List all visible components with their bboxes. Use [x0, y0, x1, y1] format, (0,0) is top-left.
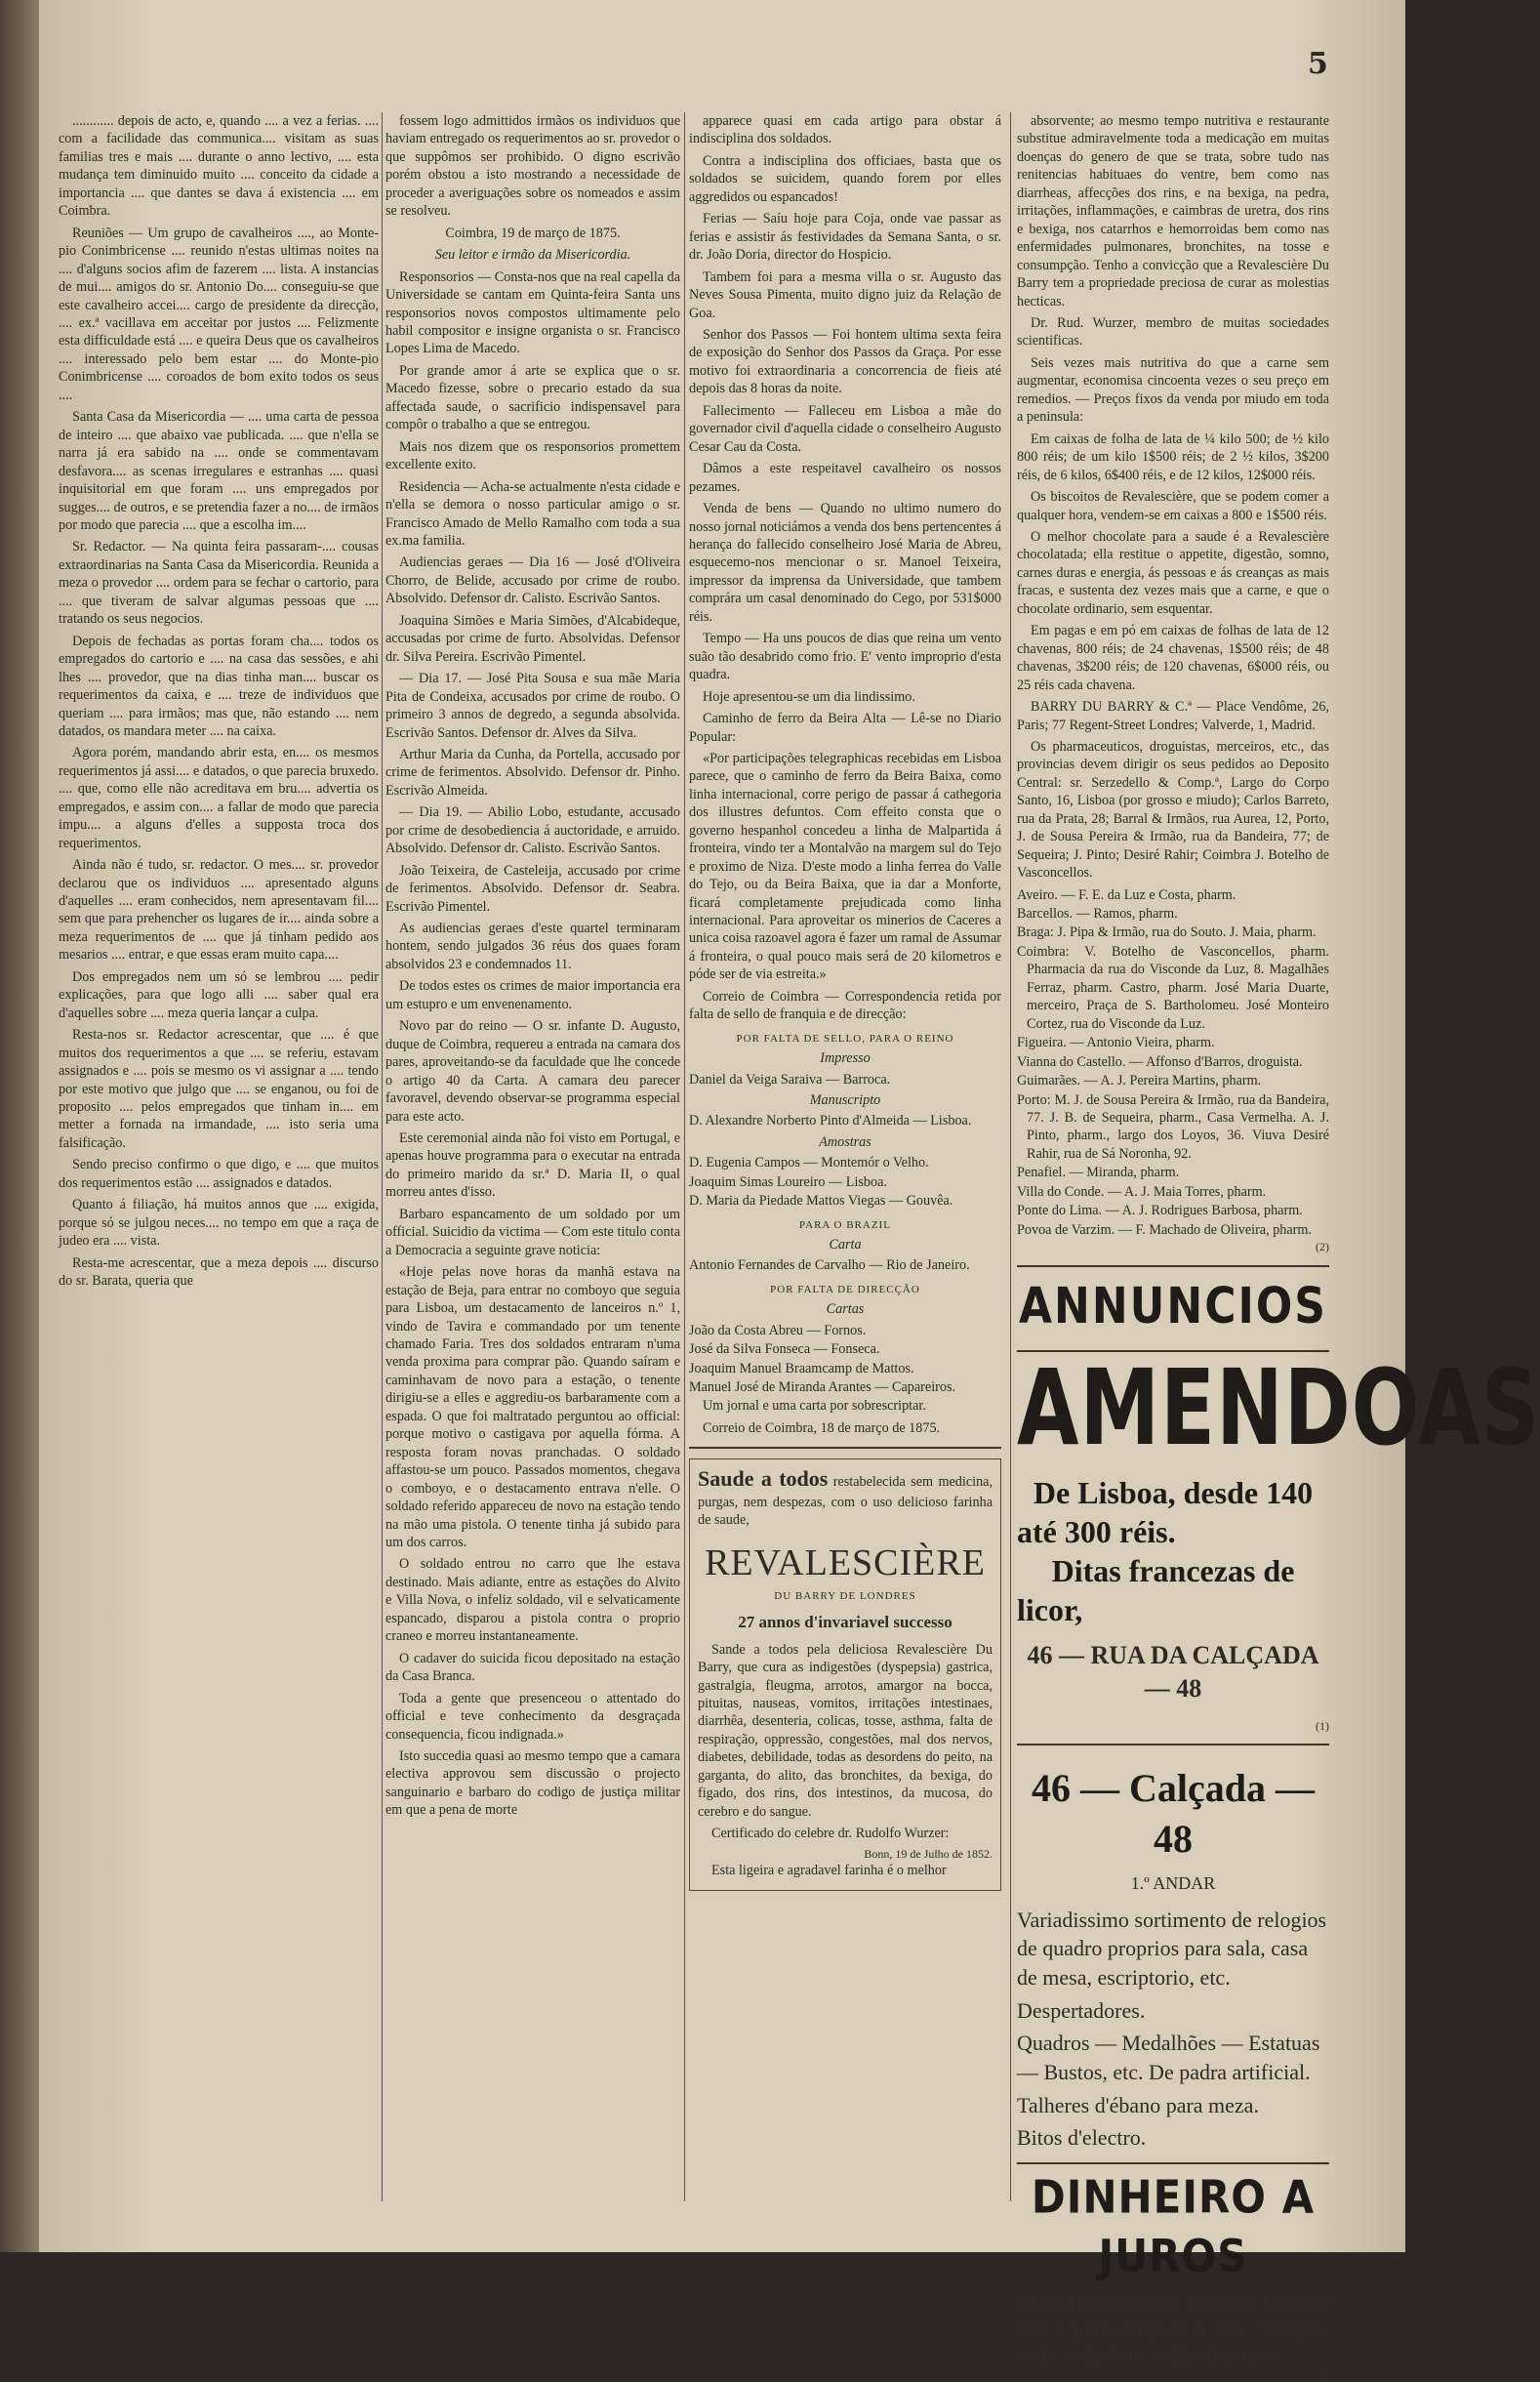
col2-paragraph: Joaquina Simões e Maria Simões, d'Alcabideque, accusadas por crime de furto. Absolvidas. Defensor dr. Silva Pereira. Escrivão Pimentel. — [385, 612, 680, 665]
col1-paragraph: Resta-nos sr. Redactor acrescentar, que .... é que muitos dos requerimentos a que .... se referiu, estavam assignados e .... pois se mesmo os vi assignar a .... tendo por este motivo que julgo que .... se enganou, ou foi de proposito .... pelos empregados que tinham in.... em metter a fornada na irmandade, .... isto seria uma falsificação. — [59, 1027, 379, 1151]
barry-address: BARRY DU BARRY & C.ª — Place Vendôme, 26, Paris; 77 Regent-Street Londres; Valverde, 1, Madrid. — [1017, 699, 1329, 733]
mail-entry: D. Alexandre Norberto Pinto d'Almeida — Lisboa. — [689, 1113, 972, 1129]
col1-paragraph: Ainda não é tudo, sr. redactor. O mes.... sr. provedor declarou que os individuos .... apresentado alguns d'aquelles .... eram conhecidos, nem apresentavam fil.... sem que para prehencher os lugares de ir.... ainda sobre a meza requerimentos de .... que já tinham pedido aos mesarios .... entrar, e que essas eram muito capa.... — [59, 857, 379, 964]
depot-entry: Porto: M. J. de Sousa Pereira & Irmão, rua da Bandeira, 77. J. B. de Sequeira, pharm., Casa Vermelha. A. J. Pinto, pharm., largo dos Loyos, 36. Viuva Desiré Rahir, rua de Sá Noronha, 92. — [1017, 1091, 1329, 1162]
col4-paragraph: Os biscoitos de Revalescière, que se podem comer a qualquer hora, vendem-se em caixas a 800 e 1$500 réis. — [1017, 489, 1329, 523]
mail-group-label: Amostras — [819, 1133, 871, 1150]
depot-entry: Aveiro. — F. E. da Luz e Costa, pharm. — [1017, 886, 1236, 903]
col3-paragraph: Senhor dos Passos — Foi hontem ultima sexta feira de exposição do Senhor dos Passos da Graça. Por esse motivo foi extraordinaria a concorrencia de fieis até depois das 8 horas da noite. — [689, 326, 1001, 397]
calcada-item: Despertadores. — [1017, 1997, 1146, 2023]
mail-group-label: Impresso — [820, 1050, 871, 1067]
col4-paragraph: absorvente; ao mesmo tempo nutritiva e restaurante substitue admiravelmente toda a medicação em muitas doenças do genero de que se trata, sobre tudo nas renitencias habituaes do ventre, bem como nas diarrheas, affecções dos rins, e na bexiga, na pedra, irritações, inflammações, e caimbras de uretra, dos rins e bexiga, nos catarrhos e hemorroidas bem como nas enfermidades pulmonares, bronchites, na tosse e consumpção. Tenho a convicção que a Revalescière Du Barry tem a propriedade preciosa de curar as molestias hecticas. — [1017, 113, 1329, 309]
col2-paragraph: Isto succedia quasi ao mesmo tempo que a camara electiva approvou sem discussão o projecto sanguinario e barbaro do codigo de justiça militar em que a pena de morte — [385, 1747, 680, 1819]
calcada-title: 46 — Calçada — 48 — [1032, 1766, 1315, 1862]
mail-list — [689, 1032, 1001, 1397]
col3-paragraph: Ferias — Saíu hoje para Coja, onde vae passar as ferias e assistir ás festividades da Semana Santa, o sr. dr. João Doria, director do Hospicio. — [689, 211, 1001, 264]
mail-entry: Joaquim Simas Loureiro — Lisboa. — [689, 1173, 887, 1190]
col2-dateline: Coimbra, 19 de março de 1875. — [445, 225, 621, 241]
col2-paragraph: Toda a gente que presenceou o attentado do official e teve conhecimento da desgraçada consequencia, ficou indignada.» — [385, 1690, 680, 1743]
col2-paragraph: De todos estes os crimes de maior importancia era um estupro e um envenenamento. — [385, 978, 680, 1012]
depot-entry: Barcellos. — Ramos, pharm. — [1017, 906, 1178, 923]
mail-entry: José da Silva Fonseca — Fonseca. — [689, 1341, 880, 1358]
amendoas-line-4: licor, — [1017, 1591, 1083, 1627]
mail-entry: Joaquim Manuel Braamcamp de Mattos. — [689, 1360, 914, 1376]
col3-paragraph: Hoje apresentou-se um dia lindissimo. — [703, 688, 915, 705]
col1-paragraph: ............ depois de acto, e, quando .... a vez a ferias. .... com a facilidade das communica.... visitam as suas familias tres e mais .... durante o anno lectivo, .... esta mudança tem diminuido muito .... conceito da cidade a importancia .... que dantes se dava á existencia .... em Coimbra. — [59, 113, 379, 220]
juros-mark: (2) — [1316, 2366, 1329, 2381]
mail-entry: Manuel José de Miranda Arantes — Capareiros. — [689, 1378, 956, 1395]
col2-signature: Seu leitor e irmão da Misericordia. — [434, 247, 631, 264]
revalesciere-tail: Esta ligeira e agradavel farinha é o melhor — [711, 1863, 947, 1879]
annuncios-heading: ANNUNCIOS — [1018, 1277, 1327, 1335]
col2-intro: fossem logo admittidos irmãos os individuos que haviam entregado os requerimentos ao sr. provedor o que suppômos ser prohibido. O digno escrivão porém obstou a isto mostrando a necessidade de proceder a averiguações sobre os nomeados e assim se resolveu. — [385, 113, 680, 220]
col2-paragraph: Arthur Maria da Cunha, da Portella, accusado por crime de ferimentos. Absolvido. Defensor dr. Pinho. Escrivão Almeida. — [385, 746, 680, 799]
col3-paragraph: Caminho de ferro da Beira Alta — Lê-se no Diario Popular: — [689, 711, 1001, 745]
col4-paragraph: Em caixas de folha de lata de ¼ kilo 500; de ½ kilo 800 réis; de um kilo 1$500 réis; de 2 ½ kilos, 3$200 réis, de 6 kilos, 6$400 réis, e de 12 kilos, 12$000 réis. — [1017, 431, 1329, 483]
revalesciere-certificate: Certificado do celebre dr. Rudolfo Wurzer: — [711, 1826, 950, 1842]
saude-heading-rest: restabelecida sem medicina, purgas, nem despezas, com o uso delicioso farinha de saude, — [698, 1474, 993, 1529]
divider — [1017, 1265, 1329, 1267]
col1-paragraph: Depois de fechadas as portas foram cha.... todos os empregados do cartorio e .... na casa das sessões, e ahi lhes .... provedor, que na dias tinha man.... buscar os requerimentos da caixa, e .... treze de individuos que queriam .... para irmãos; mas que, não estando .... nem datados, os mandara meter .... na caixa. — [59, 633, 379, 739]
col2-paragraph: «Hoje pelas nove horas da manhã estava na estação de Beja, para entrar no comboyo que seguia para Lisboa, um destacamento de lanceiros n.º 1, vindo de Tavira e commandado por um tenente chamado Faria. Tres dos soldados entraram n'uma venda proxima para comprar pão. Quando saíram e caminhavam de novo para a estação, o tenente dirigiu-se a elles e aggrediu-os barbaramente com a espada. O que foi maltratado perguntou ao official: porque motivo o castigava por aquella fórma. A resposta foram novas pranchadas. O soldado affastou-se um pouco. Passados momentos, chegava o comboyo, e o destacamento entrava n'elle. O soldado referido appareceu de novo na estação tendo na mão uma pistola. O tenente tinha já subido para um dos carros. — [385, 1264, 680, 1550]
revalesciere-years: 27 annos d'invariavel successo — [738, 1612, 952, 1631]
col3-paragraph: Tambem foi para a mesma villa o sr. Augusto das Neves Sousa Pimenta, muito digno juiz da Relação de Goa. — [689, 268, 1001, 321]
revalesciere-subtitle: DU BARRY DE LONDRES — [774, 1590, 916, 1603]
depots-mark: (2) — [1316, 1240, 1329, 1254]
divider — [1017, 2162, 1329, 2164]
previous-page-edge — [0, 0, 41, 2252]
depot-entry: Coimbra: V. Botelho de Vasconcellos, pharm. Pharmacia da rua do Visconde da Luz, 8. Magalhães Ferraz, pharm. Castro, pharm. José Maria Duarte, merceiro, Praça de S. Bartholomeu. José Monteiro Cortez, rua do Visconde da Luz. — [1017, 943, 1329, 1032]
depots-intro: Os pharmaceuticos, droguistas, merceiros, etc., das provincias devem dirigir os seus pedidos ao Deposito Central: sr. Serzedello & Comp.ª, Largo do Corpo Santo, 16, Lisboa (por grosso e miudo); Carlos Barreto, rua da Prata, 28; Barral & Irmãos, rua Aurea, 12, Porto, J. de Sousa Pereira & Irmão, rua da Bandeira, 77; de Sequeira; J. Pinto; Desiré Rahir; Coimbra J. Botelho de Vasconcellos. — [1017, 738, 1329, 882]
calcada-item: Bitos d'electro. — [1017, 2125, 1147, 2151]
mail-group-label: Cartas — [826, 1301, 865, 1318]
depot-list — [1017, 886, 1329, 1240]
amendoas-line-2: até 300 réis. — [1017, 1513, 1176, 1549]
col2-paragraph: As audiencias geraes d'este quartel terminaram hontem, sendo julgados 36 réus dos quaes foram absolvidos 23 e condemnados 11. — [385, 921, 680, 972]
col3-paragraph: Fallecimento — Falleceu em Lisboa a mãe do governador civil d'aquella cidade o conselheiro Augusto Cesar Cau da Costa. — [689, 402, 1001, 455]
col2-paragraph: — Dia 17. — José Pita Sousa e sua mãe Maria Pita de Condeixa, accusados por crime de roubo. O primeiro 3 annos de degredo, a segunda absolvida. Escrivão Santos. Defensor dr. Alves da Silva. — [385, 671, 680, 741]
col3-intro-2: Contra a indisciplina dos officiaes, basta que os soldados se suicidem, quando forem por elles aggredidos ou espancados! — [689, 152, 1001, 205]
column-4 — [1017, 112, 1540, 2381]
newspaper-page — [39, 0, 1540, 2381]
col3-paragraph: Tempo — Ha uns poucos de dias que reina um vento suão tão desabrido como frio. E' vento improprio d'esta quadra. — [689, 631, 1001, 683]
amendoas-line-3: Ditas francezas de — [1051, 1552, 1295, 1588]
mail-section-heading: POR FALTA DE SELLO, PARA O REINO — [736, 1032, 954, 1045]
col1-paragraph: Resta-me acrescentar, que a meza depois .... discurso do sr. Barata, queria que — [59, 1254, 379, 1290]
col1-paragraph: Dos empregados nem um só se lembrou .... pedir explicações, para que logo alli .... saber qual era d'aquelles sobre .... meza queria lançar a culpa. — [59, 968, 379, 1021]
column-1 — [59, 112, 379, 2221]
col2-paragraph: — Dia 19. — Abilio Lobo, estudante, accusado por crime de desobediencia á auctoridade, e arruido. Absolvido. Defensor dr. Calisto. Escrivão Santos. — [385, 804, 680, 857]
amendoas-line-1: De Lisboa, desde 140 — [1033, 1474, 1314, 1510]
col2-paragraph: Residencia — Acha-se actualmente n'esta cidade e n'ella se demora o nosso particular amigo o sr. Francisco Amado de Mello Ramalho com toda a sua ex.ma familia. — [385, 478, 680, 549]
column-2 — [385, 112, 680, 2221]
amendoas-mark: (1) — [1316, 1718, 1329, 1733]
col3-paragraphs — [689, 210, 1001, 1023]
mail-dateline: Correio de Coimbra, 18 de março de 1875. — [703, 1419, 941, 1436]
calcada-advert — [1017, 1763, 1329, 2153]
amendoas-address: 46 — RUA DA CALÇADA — 48 — [1027, 1640, 1319, 1703]
divider — [1017, 1744, 1329, 1745]
depot-entry: Povoa de Varzim. — F. Machado de Oliveira, pharm. — [1017, 1221, 1312, 1238]
amendoas-advert — [1017, 1348, 1540, 1734]
col1-paragraph: Agora porém, mandando abrir esta, en.... os mesmos requerimentos já assi.... e datados, o que parecia bruxedo. .... que, como elle não acreditava em bru.... advertia os empregados, e assim con.... a fallar de modo que parecia impu.... a alguns d'elles a supposta troca dos requerimentos. — [59, 745, 379, 851]
revalesciere-certificate-date: Bonn, 19 de Julho de 1852. — [864, 1846, 993, 1861]
col1-paragraph: Sr. Redactor. — Na quinta feira passaram-.... cousas extraordinarias na Santa Casa da Misericordia. Reunida a meza o provedor .... ordem para se fechar o cartorio, para .... que tiveram de salvar algumas pessoas que .... tratando os seus negocios. — [59, 539, 379, 628]
revalesciere-body: Sande a todos pela deliciosa Revalescière Du Barry, que cura as indigestões (dyspepsia) gastrica, gastralgia, fleugma, arrotos, amargor na bocca, pituitas, nauseas, vomitos, irritações intestinaes, diarrhêa, desenteria, colicas, tosse, asthma, falta de respiração, oppressão, congestões, mal dos nervos, diabetes, debilidade, todas as desordens do peito, na garganta, do alito, das bronchites, da bexiga, do figado, dos rins, dos intestinos, da mucosa, do cerebro e do sangue. — [698, 1641, 993, 1820]
col3-paragraph: «Por participações telegraphicas recebidas em Lisboa parece, que o caminho de ferro da Beira Baixa, como linha internacional, corre perigo de passar á cathegoria dos illustres defuntos. Com effeito consta que o governo hespanhol concedeu a linha de Malpartida á fronteira, vindo ter a Montalvão na margem sul do Tejo e proximo de Niza. D'este modo a linha ferrea do Valle do Tejo, ou da Beira Baixa, que ia dar a Monforte, ficará completamente prejudicada como linha internacional. Para aproveitar os minerios de Caceres a unica coisa razoavel agora é fazer um ramal de Assumar á fronteira, o qual pouco mais será de 20 kilometros e póde ser de via estreita.» — [689, 750, 1001, 983]
depot-entry: Villa do Conde. — A. J. Maia Torres, pharm. — [1017, 1183, 1267, 1200]
col4-paragraph: O melhor chocolate para a saude é a Revalescière chocolatada; ella restitue o appetite, digestão, somno, carnes duras e energia, ás pessoas e ás creanças as mais fracas, e sustenta dez vezes mais que a carne, e que o chocolate ordinario, sem esquentar. — [1017, 528, 1329, 617]
saude-heading: Saude a todos — [698, 1466, 829, 1492]
revalesciere-title: REVALESCIÈRE — [705, 1541, 986, 1583]
mail-section-heading: POR FALTA DE DIRECÇÃO — [770, 1283, 920, 1295]
depot-entry: Braga: J. Pipa & Irmão, rua do Souto. J. Maia, pharm. — [1017, 924, 1317, 941]
calcada-item: Quadros — Medalhões — Estatuas — Bustos, etc. De padra artificial. — [1017, 2031, 1320, 2084]
mail-entry: Daniel da Veiga Saraiva — Barroca. — [689, 1071, 891, 1088]
column-rule — [684, 112, 685, 2201]
page-number: 5 — [1308, 47, 1328, 81]
mail-entry: D. Eugenia Campos — Montemór o Velho. — [689, 1155, 929, 1171]
col1-paragraph: Santa Casa da Misericordia — .... uma carta de pessoa de inteiro .... que abaixo vae publicada. .... que n'ella se narra já era sabido na .... onde se commentavam desfavora.... as scenas irregulares e estranhas .... quasi inquisitorial em que foram .... uns empregados por sugges.... de outros, e se pretendia fazer a no.... de irmãos por modo que parecia .... que a escolha im.... — [59, 409, 379, 533]
juros-body: QUEM quizer tomar conta de 120$000 réis a juros dirija-se a esta redacção, onde se darão os esclarecimentos. — [1017, 2292, 1329, 2365]
col2-paragraph: Novo par do reino — O sr. infante D. Augusto, duque de Coimbra, requereu a entrada na camara dos pares, aproveitando-se da faculdade que lhe concede o artigo 40 da Carta. A camara deu parecer favoravel, devendo observar-se programma especial para este acto. — [385, 1018, 680, 1125]
mail-entry: Antonio Fernandes de Carvalho — Rio de Janeiro. — [689, 1257, 970, 1274]
col2-paragraph: O soldado entrou no carro que lhe estava destinado. Mais adiante, entre as estações do Alvito e Villa Nova, o infeliz soldado, vil e selvaticamente espancado, disparou a pistola contra o proprio craneo e morreu instantaneamente. — [385, 1556, 680, 1645]
col4-paragraph: Dr. Rud. Wurzer, membro de muitas sociedades scientificas. — [1017, 314, 1329, 349]
depot-entry: Penafiel. — Miranda, pharm. — [1017, 1165, 1180, 1181]
col2-paragraph: Responsorios — Consta-nos que na real capella da Universidade se cantam em Quinta-feira Santa uns responsorios novos compostos ultimamente pelo habil compositor e insigne organista o sr. Francisco Lopes Lima de Macedo. — [385, 268, 681, 357]
col4-paragraph: Seis vezes mais nutritiva do que a carne sem augmentar, economisa cincoenta vezes o seu preço em remedios. — Preços fixos da venda por miudo em toda a peninsula: — [1017, 354, 1329, 426]
mail-footer: Um jornal e uma carta por sobrescriptar. — [703, 1398, 926, 1415]
revalesciere-advert — [689, 1458, 1001, 1890]
depot-entry: Vianna do Castello. — Affonso d'Barros, droguista. — [1017, 1053, 1303, 1070]
col2-paragraph: Audiencias geraes — Dia 16 — José d'Oliveira Chorro, de Belide, accusado por crime de roubo. Absolvido. Defensor dr. Calisto. Escrivão Santos. — [385, 554, 680, 607]
col3-intro: apparece quasi em cada artigo para obstar á indisciplina dos soldados. — [689, 113, 1001, 147]
calcada-item: Variadissimo sortimento de relogios de quadro proprios para sala, casa de mesa, escriptorio, etc. — [1017, 1907, 1327, 1990]
col3-paragraph: Correio de Coimbra — Correspondencia retida por falta de sello de franquia e de direcção: — [689, 988, 1001, 1023]
amendoas-title: AMENDOAS — [1017, 1348, 1540, 1470]
col3-paragraph: Venda de bens — Quando no ultimo numero do nosso jornal noticiámos a venda dos bens pertencentes á herança do fallecido conselheiro José Maria de Abreu, esquecemo-nos mencionar o sr. Manoel Teixeira, impressor da imprensa da Universidade, que tambem comprára um casal denominado do Cego, por 531$000 réis. — [689, 501, 1001, 625]
juros-advert — [1017, 2170, 1329, 2382]
depot-entry: Guimarães. — A. J. Pereira Martins, pharm. — [1017, 1073, 1262, 1089]
calcada-floor: 1.º ANDAR — [1130, 1873, 1216, 1894]
calcada-item: Talheres d'ébano para meza. — [1017, 2092, 1259, 2117]
mail-entry: D. Maria da Piedade Mattos Viegas — Gouvêa. — [689, 1193, 953, 1210]
column-rule — [1010, 112, 1011, 2201]
col1-paragraph: Sendo preciso confirmo o que digo, e .... que muitos dos requerimentos estão .... assignados e datados. — [59, 1157, 379, 1191]
mail-section-heading: PARA O BRAZIL — [799, 1218, 891, 1231]
col2-paragraph: Mais nos dizem que os responsorios promettem excellente exito. — [385, 438, 680, 473]
mail-group-label: Manuscripto — [809, 1091, 881, 1108]
calcada-items — [1017, 1906, 1329, 2154]
col2-paragraph: Por grande amor á arte se explica que o sr. Macedo fizesse, sobre o precario estado da sua affectada saude, o sacrificio indispensavel para compôr o trabalho a que se entregou. — [385, 362, 680, 433]
depot-entry: Ponte do Lima. — A. J. Rodrigues Barbosa, pharm. — [1017, 1203, 1303, 1219]
col4-paragraphs — [1017, 112, 1329, 694]
col3-paragraph: Dâmos a este respeitavel cavalheiro os nossos pezames. — [689, 461, 1001, 495]
col1-paragraph: Reuniões — Um grupo de cavalheiros ...., ao Monte-pio Conimbricense .... reunido n'estas ultimas noites na .... d'alguns socios afim de fazerem .... lista. A instancias de mui.... amigos do sr. Antonio Do.... conseguiu-se que este cavalheiro accei.... cargo de presidente da direcção, .... ex.ª vacillava em acceitar por justos .... Felizmente esta difficuldade está .... e queira Deus que os cavalheiros .... interessado pelo bem estar .... do Monte-pio Conimbricense .... coroados de bom exito todos os seus .... — [59, 225, 379, 403]
col2-paragraph: O cadaver do suicida ficou depositado na estação da Casa Branca. — [385, 1650, 680, 1685]
col4-paragraph: Em pagas e em pó em caixas de folhas de lata de 12 chavenas, 800 réis; de 24 chavenas, 1$500 réis; de 48 chavenas, 3$200 réis; de 120 chavenas, 6$000 réis, ou 25 réis cada chavena. — [1017, 623, 1329, 693]
juros-title: DINHEIRO A JUROS — [1031, 2170, 1316, 2282]
column-3 — [689, 112, 1001, 2221]
col1-paragraph: Quanto á filiação, há muitos annos que .... exigida, porque só se julgou neces.... no tempo em que a raça de judeo era .... vista. — [59, 1197, 379, 1250]
mail-group-label: Carta — [829, 1236, 862, 1253]
mail-entry: João da Costa Abreu — Fornos. — [689, 1322, 867, 1338]
col2-paragraph: Barbaro espancamento de um soldado por um official. Suicidio da victima — Com este titulo conta a Democracia a seguinte grave noticia: — [385, 1206, 680, 1258]
col2-paragraph: Este ceremonial ainda não foi visto em Portugal, e apenas houve programma para o executar na entrada do primeiro marido da sr.ª D. Maria II, o qual morreu antes d'isso. — [385, 1130, 680, 1201]
column-rule — [382, 112, 383, 2201]
col2-paragraph: João Teixeira, de Casteleija, accusado por crime de ferimentos. Absolvido. Defensor dr. Seabra. Escrivão Pimentel. — [385, 862, 680, 915]
depot-entry: Figueira. — Antonio Vieira, pharm. — [1017, 1035, 1215, 1051]
col2-paragraphs — [385, 268, 680, 1820]
divider — [689, 1447, 1001, 1449]
